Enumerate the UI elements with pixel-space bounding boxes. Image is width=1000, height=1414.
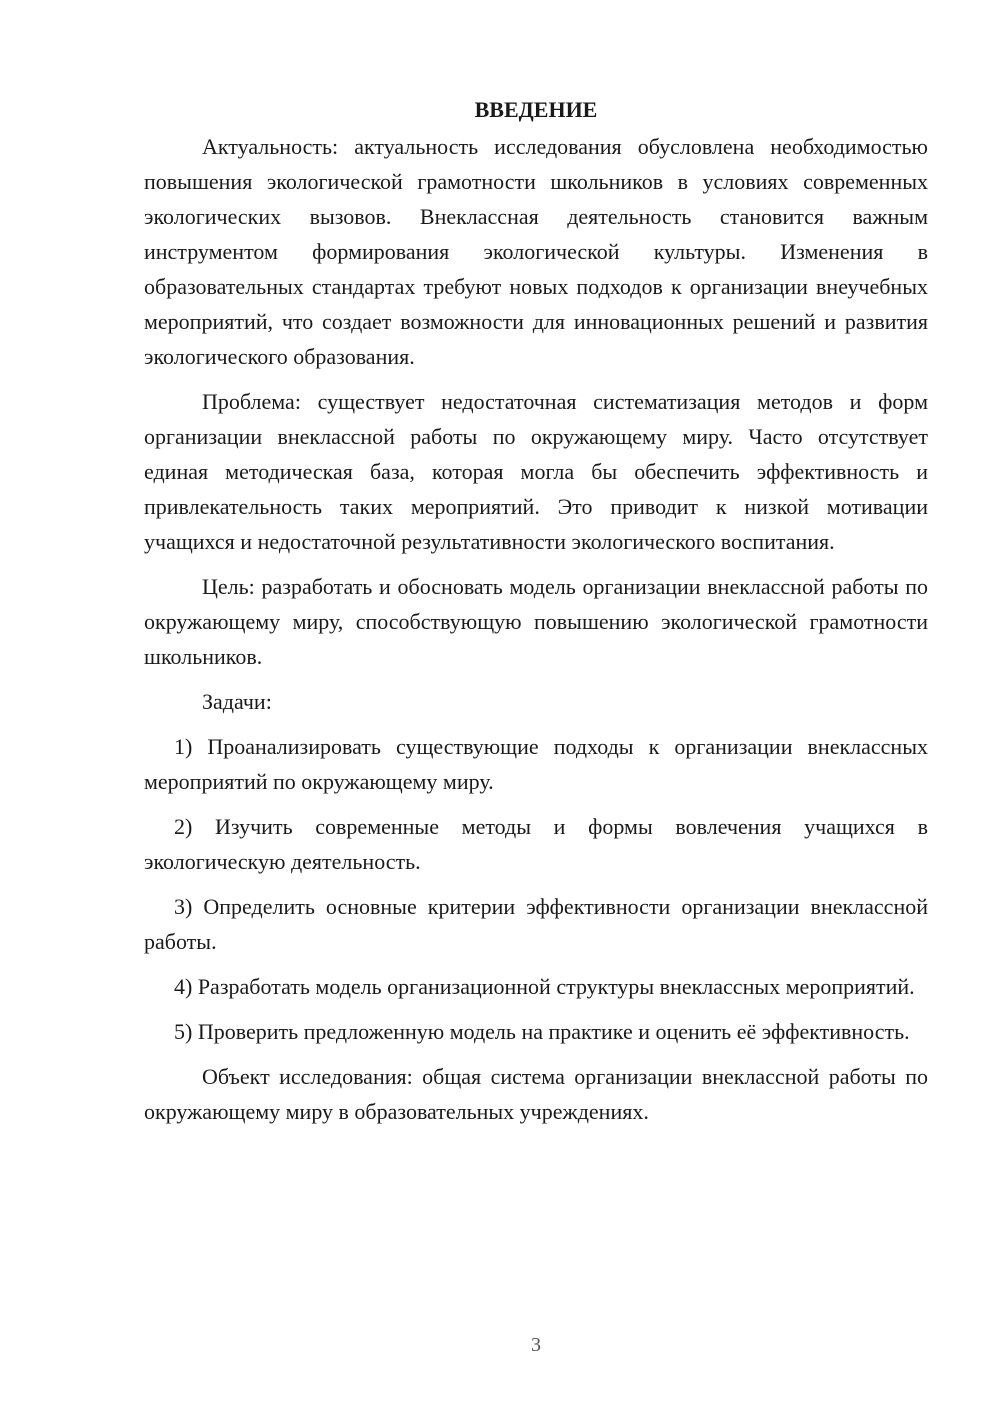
task-item: 2) Изучить современные методы и формы вовлечения учащихся в экологическую деятельность. (144, 814, 928, 874)
task-item: 5) Проверить предложенную модель на практике и оценить её эффективность. (174, 1019, 910, 1044)
tasks-heading: Задачи: (202, 689, 272, 714)
task-item: 1) Проанализировать существующие подходы к организации внеклассных мероприятий по окружающему миру. (144, 734, 928, 794)
document-page (144, 92, 928, 1129)
relevance-paragraph: Актуальность: актуальность исследования обусловлена необходимостью повышения экологической грамотности школьников в условиях современных экологических вызовов. Внеклассная деятельность становится важным инструментом формирования экологической культуры. Изменения в образовательных стандартах требуют новых подходов к организации внеучебных мероприятий, что создает возможности для инновационных решений и развития экологического образования. (144, 134, 928, 369)
page-number: 3 (531, 1334, 541, 1356)
page-title: ВВЕДЕНИЕ (474, 97, 598, 122)
task-item: 4) Разработать модель организационной структуры внеклассных мероприятий. (174, 974, 915, 999)
problem-paragraph: Проблема: существует недостаточная систематизация методов и форм организации внеклассной работы по окружающему миру. Часто отсутствует единая методическая база, которая могла бы обеспечить эффективность и привлекательность таких мероприятий. Это приводит к низкой мотивации учащихся и недостаточной результативности экологического воспитания. (144, 389, 928, 554)
task-item: 3) Определить основные критерии эффективности организации внеклассной работы. (144, 894, 928, 954)
goal-paragraph: Цель: разработать и обосновать модель организации внеклассной работы по окружающему миру, способствующую повышению экологической грамотности школьников. (144, 574, 928, 669)
object-paragraph: Объект исследования: общая система организации внеклассной работы по окружающему миру в образовательных учреждениях. (144, 1064, 928, 1124)
